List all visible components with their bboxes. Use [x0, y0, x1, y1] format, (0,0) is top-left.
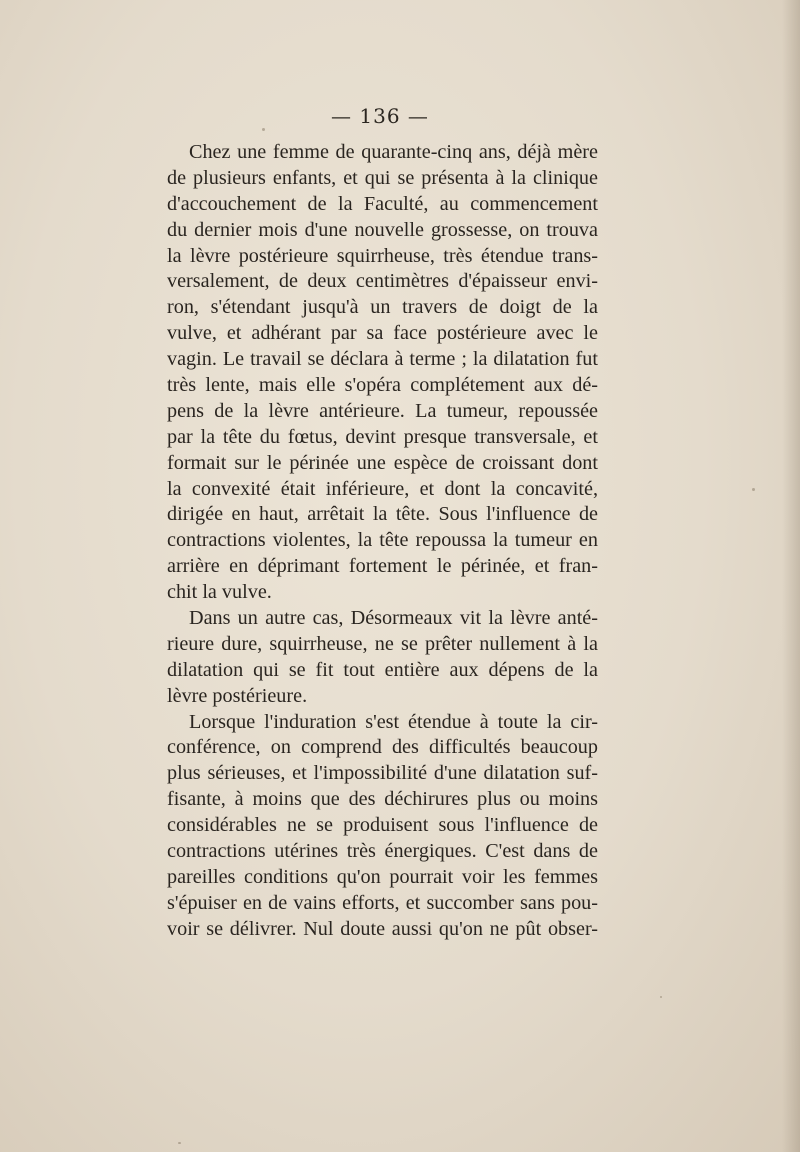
text-line: fisante, à moins que des déchirures plus ou moins	[167, 788, 598, 811]
text-line: lèvre postérieure.	[167, 684, 308, 707]
text-line: d'accouchement de la Faculté, au commencement	[167, 192, 598, 215]
page-number: — 136 —	[331, 104, 429, 128]
text-line: arrière en déprimant fortement le périnée, et fran-	[167, 555, 598, 578]
paragraph	[167, 710, 598, 943]
text-line: dilatation qui se fit tout entière aux dépens de la	[167, 658, 598, 681]
text-line: par la tête du fœtus, devint presque transversale, et	[167, 425, 598, 448]
text-line: Dans un autre cas, Désormeaux vit la lèvre anté-	[189, 607, 598, 630]
text-line: vulve, et adhérant par sa face postérieure avec le	[167, 322, 598, 345]
text-line: vagin. Le travail se déclara à terme ; la dilatation fut	[167, 348, 598, 371]
text-line: très lente, mais elle s'opéra complétement aux dé-	[167, 374, 598, 397]
text-line: la convexité était inférieure, et dont la concavité,	[167, 477, 598, 500]
text-line: pareilles conditions qu'on pourrait voir les femmes	[167, 865, 598, 888]
text-line: formait sur le périnée une espèce de croissant dont	[167, 451, 598, 474]
text-line: contractions violentes, la tête repoussa la tumeur en	[167, 529, 598, 552]
paper-speck	[178, 1142, 181, 1144]
text-line: de plusieurs enfants, et qui se présenta à la clinique	[167, 166, 598, 189]
page-edge-shadow	[782, 0, 800, 1152]
text-line: versalement, de deux centimètres d'épaisseur envi-	[167, 270, 598, 293]
text-line: la lèvre postérieure squirrheuse, très étendue trans-	[167, 244, 598, 267]
text-line: dirigée en haut, arrêtait la tête. Sous l'influence de	[167, 503, 598, 526]
text-line: plus sérieuses, et l'impossibilité d'une dilatation suf-	[167, 762, 598, 785]
text-line: conférence, on comprend des difficultés beaucoup	[167, 736, 598, 759]
text-line: Lorsque l'induration s'est étendue à toute la cir-	[189, 710, 598, 733]
text-line: voir se délivrer. Nul doute aussi qu'on ne pût obser-	[167, 917, 598, 940]
text-line: pens de la lèvre antérieure. La tumeur, repoussée	[167, 399, 598, 422]
text-line: du dernier mois d'une nouvelle grossesse, on trouva	[167, 218, 598, 241]
paper-speck	[752, 488, 755, 491]
paper-speck	[262, 128, 265, 131]
text-line: chit la vulve.	[167, 581, 272, 604]
paper-speck	[660, 996, 662, 998]
text-line: Chez une femme de quarante-cinq ans, déjà mère	[189, 141, 598, 163]
body-text	[167, 140, 598, 943]
text-line: contractions utérines très énergiques. C'est dans de	[167, 840, 598, 863]
text-line: considérables ne se produisent sous l'influence de	[167, 814, 598, 837]
text-line: ron, s'étendant jusqu'à un travers de doigt de la	[167, 296, 598, 319]
text-line: s'épuiser en de vains efforts, et succomber sans pou-	[167, 891, 598, 914]
paragraph	[167, 606, 598, 710]
paragraph	[167, 140, 598, 606]
text-line: rieure dure, squirrheuse, ne se prêter nullement à la	[167, 632, 598, 655]
